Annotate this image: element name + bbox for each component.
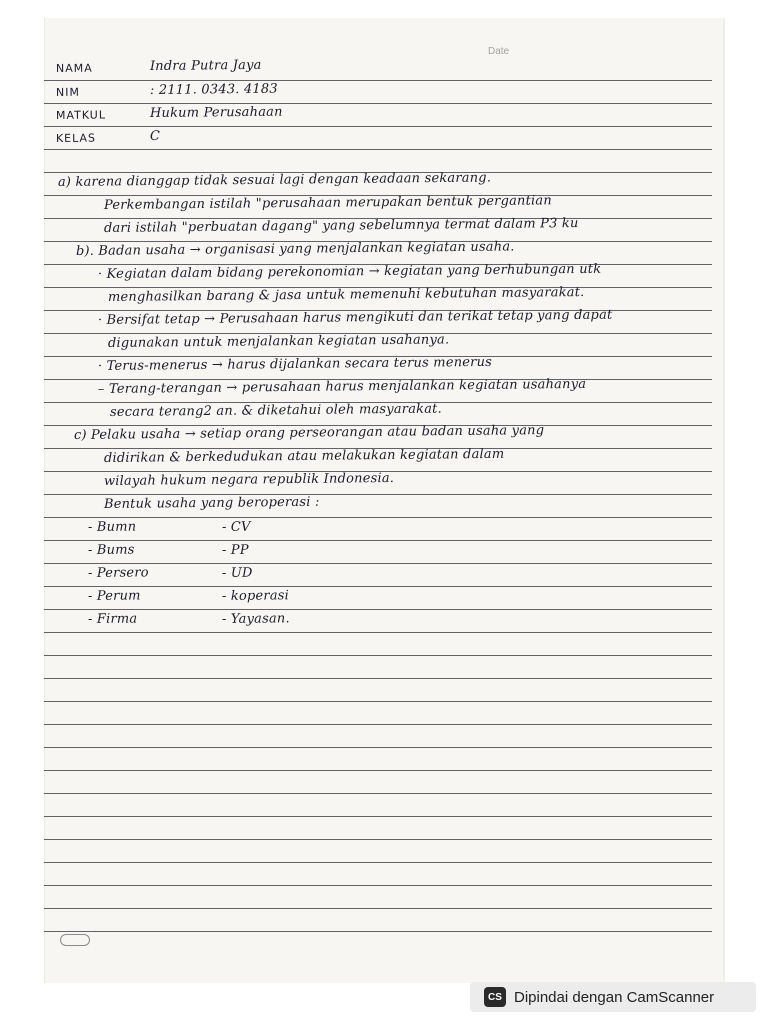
rule-line xyxy=(44,655,712,656)
list-item-text: Persero xyxy=(96,565,149,581)
list-item-text: Bums xyxy=(96,542,135,558)
rule-line xyxy=(44,103,712,104)
list-item-text: koperasi xyxy=(230,588,290,604)
list-item-left: - Firma xyxy=(87,611,138,627)
camscanner-watermark xyxy=(470,982,756,1012)
text-line: dari istilah "perbuatan dagang" yang sebelumnya termat dalam P3 ku xyxy=(103,216,579,236)
page-tab-mark xyxy=(60,934,90,946)
rule-line xyxy=(44,586,712,587)
field-value-nama: Indra Putra Jaya xyxy=(149,57,262,74)
text-line: wilayah hukum negara republik Indonesia. xyxy=(103,470,395,489)
list-item-right: - CV xyxy=(221,519,251,535)
text-line: – Terang-terangan → perusahaan harus menjalankan kegiatan usahanya xyxy=(97,376,587,397)
list-item-text: Perum xyxy=(96,588,141,604)
list-item-right: - koperasi xyxy=(221,588,290,604)
list-item-left: - Persero xyxy=(87,565,149,581)
date-label: Date xyxy=(488,46,510,57)
text-line: Bentuk usaha yang beroperasi : xyxy=(103,494,320,512)
field-label-matkul: MATKUL xyxy=(55,108,106,122)
field-value-nim: : 2111. 0343. 4183 xyxy=(149,81,278,98)
rule-line xyxy=(44,908,712,909)
list-item-left: - Perum xyxy=(87,588,141,604)
rule-line xyxy=(44,839,712,840)
text-line: menghasilkan barang & jasa untuk memenuhi kebutuhan masyarakat. xyxy=(107,285,585,305)
list-item-text: PP xyxy=(230,542,249,558)
list-item-right: - Yayasan. xyxy=(221,611,290,627)
list-item-text: UD xyxy=(230,565,253,581)
list-item-text: CV xyxy=(230,519,251,535)
text-line: · Terus-menerus → harus dijalankan secara terus menerus xyxy=(97,354,493,374)
list-item-right: - UD xyxy=(221,565,253,581)
rule-line xyxy=(44,149,712,150)
rule-line xyxy=(44,793,712,794)
text-line: · Kegiatan dalam bidang perekonomian → kegiatan yang berhubungan utk xyxy=(97,261,602,282)
rule-line xyxy=(44,701,712,702)
list-item-text: Yayasan. xyxy=(230,611,290,627)
field-label-nim: NIM xyxy=(55,85,80,99)
field-label-kelas: KELAS xyxy=(55,131,97,145)
list-item-text: Bumn xyxy=(96,519,137,535)
rule-line xyxy=(44,724,712,725)
text-line: a) karena dianggap tidak sesuai lagi dengan keadaan sekarang. xyxy=(57,170,492,190)
rule-line xyxy=(44,816,712,817)
text-line: b). Badan usaha → organisasi yang menjalankan kegiatan usaha. xyxy=(75,239,515,259)
field-label-nama: NAMA xyxy=(55,61,93,75)
list-item-left: - Bumn xyxy=(87,519,137,535)
text-line: · Bersifat tetap → Perusahaan harus mengikuti dan terikat tetap yang dapat xyxy=(97,307,613,328)
rule-line xyxy=(44,540,712,541)
rule-line xyxy=(44,770,712,771)
rule-line xyxy=(44,563,712,564)
camscanner-text: Dipindai dengan CamScanner xyxy=(514,988,715,1006)
text-line: Perkembangan istilah "perusahaan merupakan bentuk pergantian xyxy=(103,193,552,213)
text-line: c) Pelaku usaha → setiap orang perseorangan atau badan usaha yang xyxy=(73,423,545,443)
rule-line xyxy=(44,747,712,748)
list-item-right: - PP xyxy=(221,542,249,558)
text-line: digunakan untuk menjalankan kegiatan usahanya. xyxy=(107,332,450,351)
list-item-text: Firma xyxy=(96,611,138,627)
rule-line xyxy=(44,126,712,127)
rule-line xyxy=(44,609,712,610)
text-line: didirikan & berkedudukan atau melakukan kegiatan dalam xyxy=(103,446,505,466)
rule-line xyxy=(44,80,712,81)
field-value-kelas: C xyxy=(149,128,161,144)
rule-line xyxy=(44,517,712,518)
text-line: secara terang2 an. & diketahui oleh masyarakat. xyxy=(109,401,442,420)
field-value-matkul: Hukum Perusahaan xyxy=(149,104,283,121)
rule-line xyxy=(44,494,712,495)
list-item-left: - Bums xyxy=(87,542,135,558)
rule-line xyxy=(44,678,712,679)
rule-line xyxy=(44,885,712,886)
rule-line xyxy=(44,632,712,633)
rule-line xyxy=(44,931,712,932)
rule-line xyxy=(44,862,712,863)
camscanner-icon: CS xyxy=(484,987,506,1007)
